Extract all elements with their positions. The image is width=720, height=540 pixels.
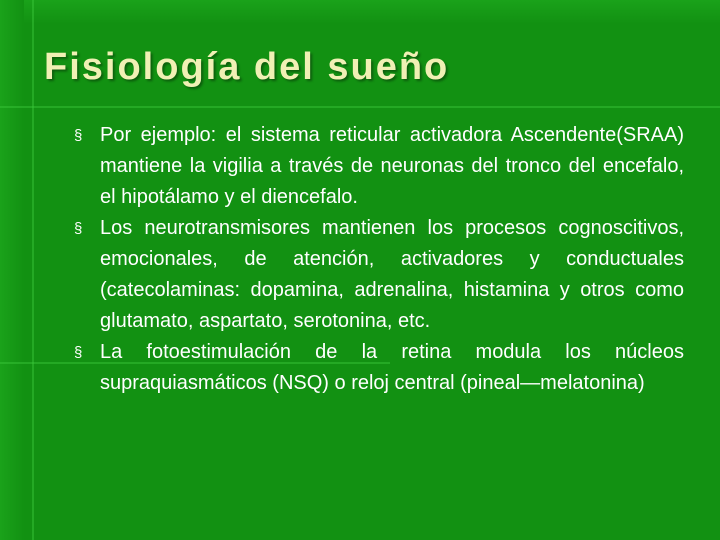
bullet-marker: § [74, 127, 83, 144]
bullet-text: La fotoestimulación de la retina modula los núcleos supraquiasmáticos (NSQ) o reloj central (pineal—melatonina) [100, 341, 684, 394]
bullet-marker: § [74, 220, 83, 237]
bullet-item [76, 213, 684, 337]
bullet-item [76, 120, 684, 213]
background-grid-line [32, 0, 34, 540]
background-grid-line [0, 106, 720, 108]
slide-title: Fisiología del sueño [44, 46, 450, 88]
bullet-item [76, 337, 684, 399]
bullet-text: Por ejemplo: el sistema reticular activadora Ascendente(SRAA) mantiene la vigilia a través de neuronas del tronco del encefalo, el hipotálamo y el diencefalo. [100, 124, 684, 208]
background-top-stripe [0, 0, 720, 24]
slide-body [76, 120, 684, 399]
bullet-marker: § [74, 344, 83, 361]
bullet-text: Los neurotransmisores mantienen los procesos cognoscitivos, emocionales, de atención, activadores y conductuales (catecolaminas: dopamina, adrenalina, histamina y otros como glutamato, aspartato, serotonina, etc. [100, 217, 684, 332]
background-left-stripe [0, 0, 24, 540]
